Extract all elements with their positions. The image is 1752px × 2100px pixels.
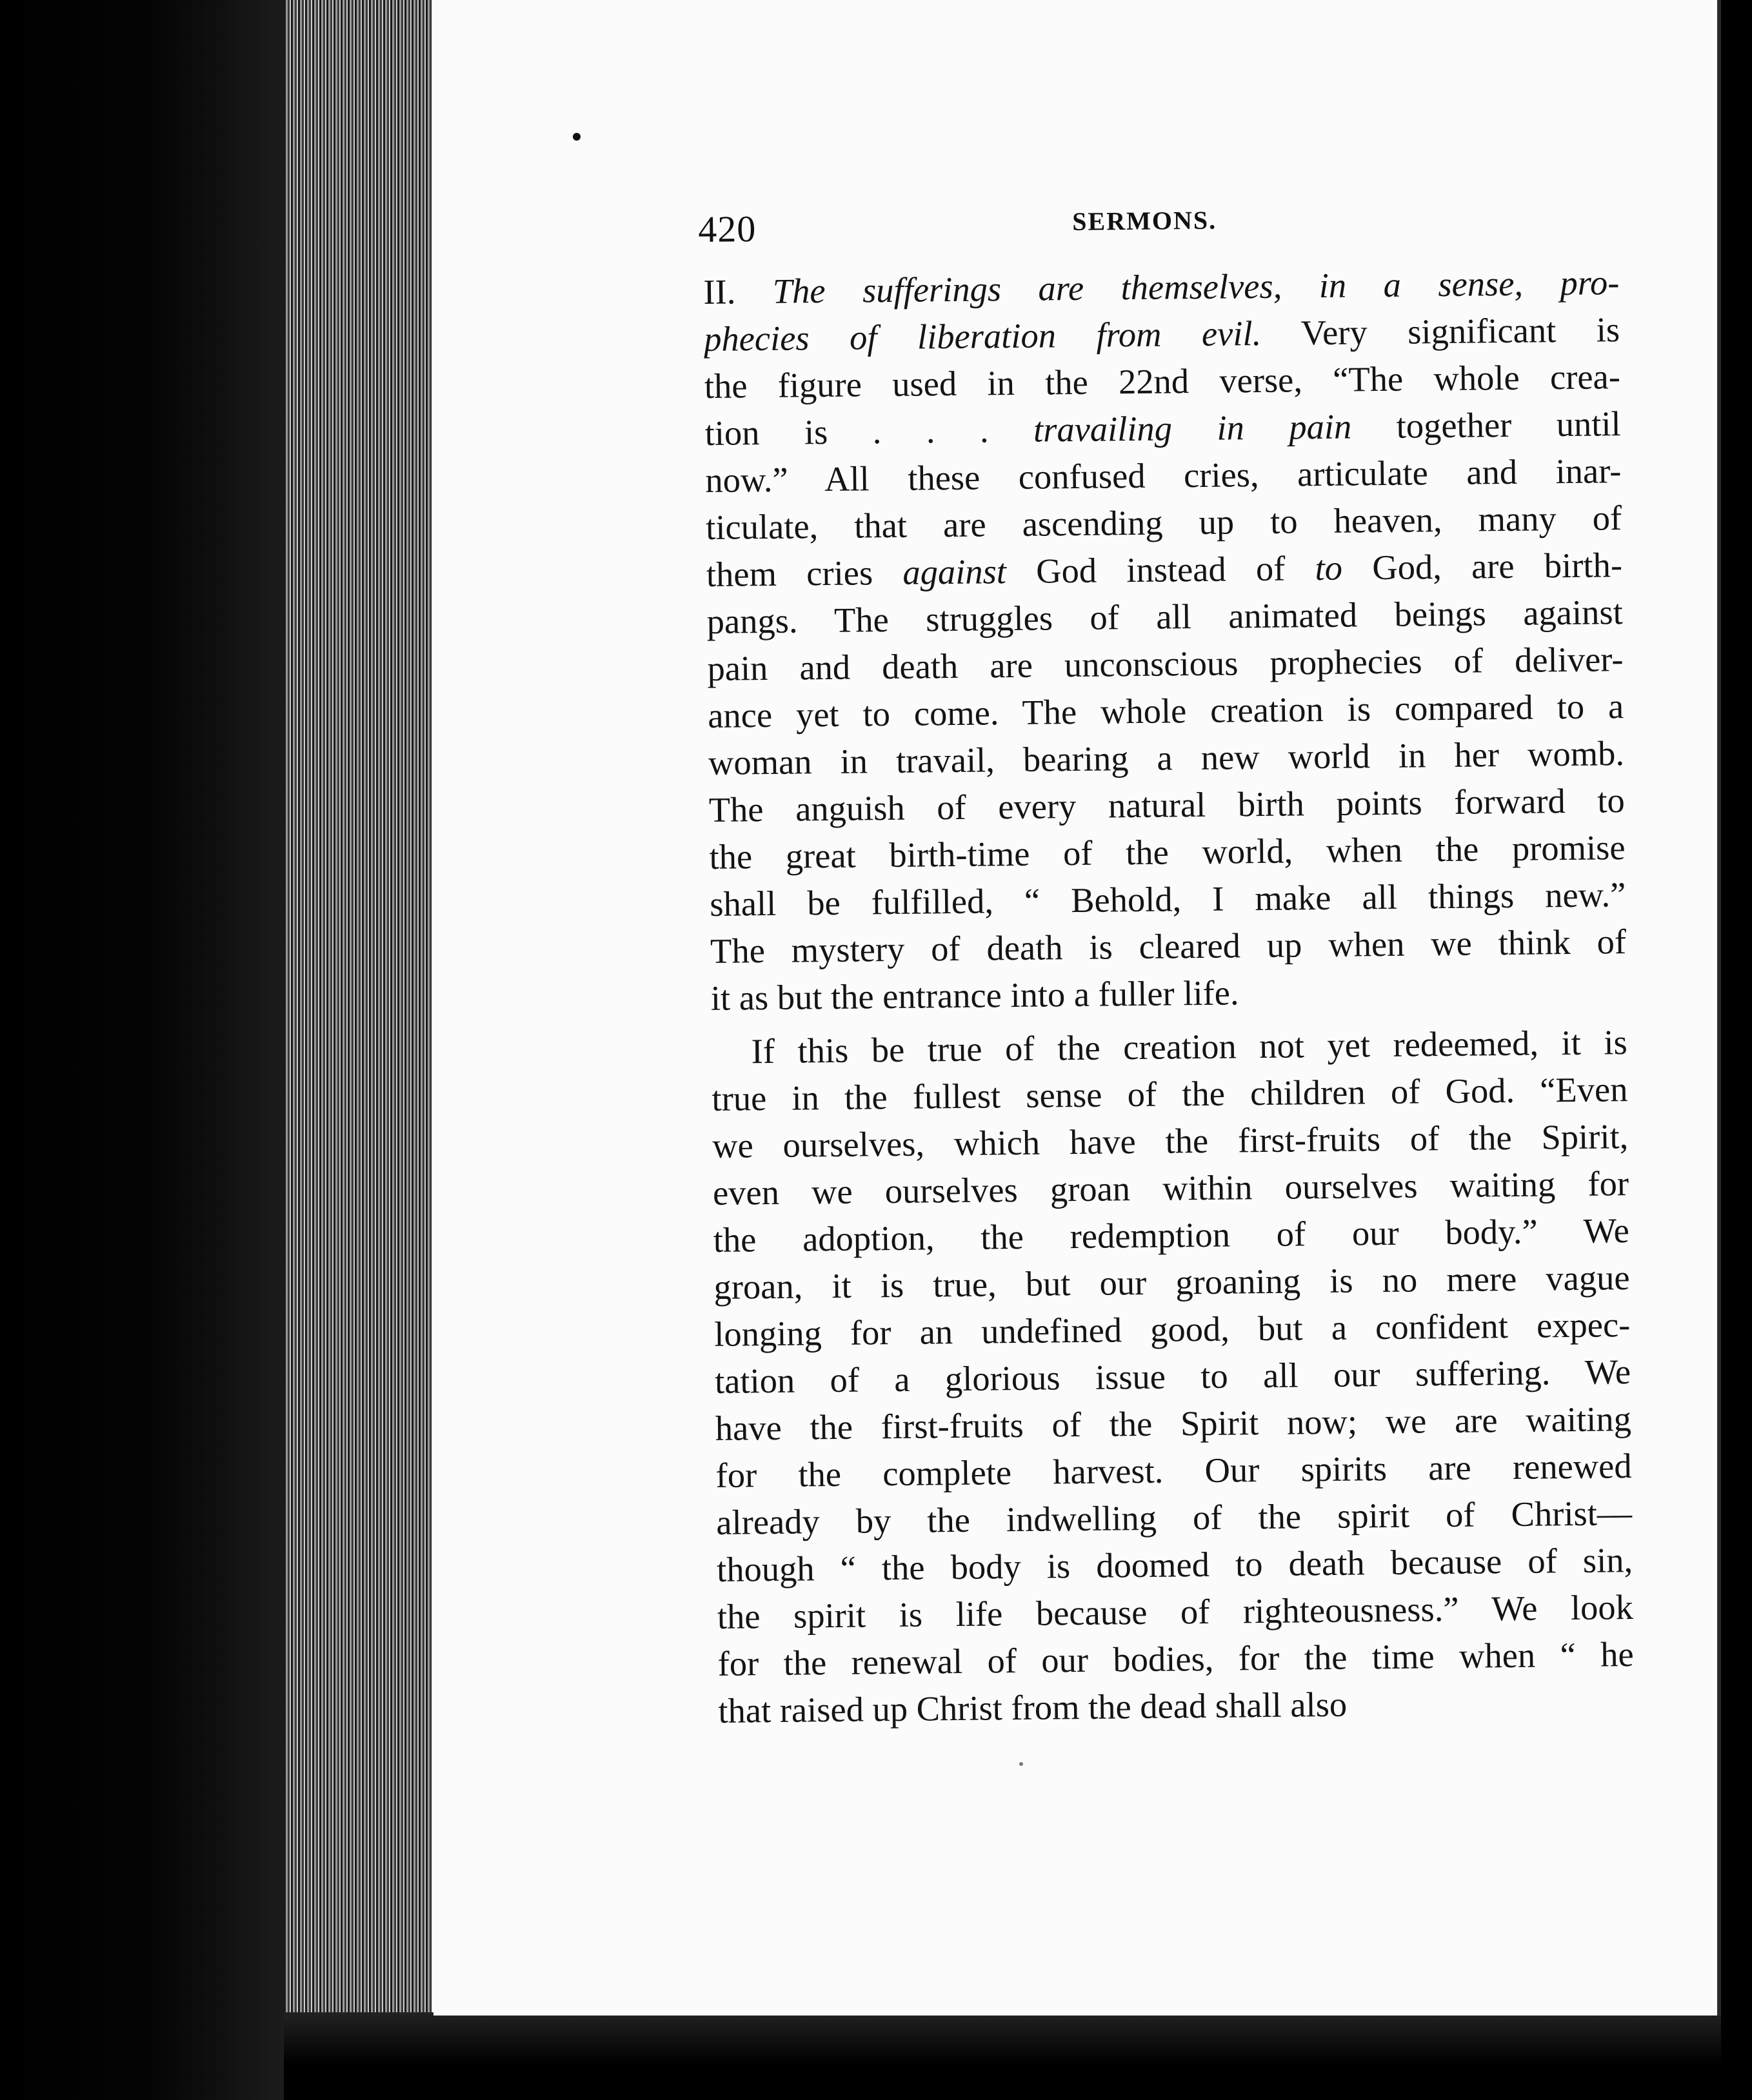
text-run: pangs. The struggles of all animated beings against <box>706 592 1623 641</box>
text-line <box>717 1630 1634 1687</box>
text-run: for the complete harvest. Our spirits are renewed <box>715 1446 1632 1495</box>
text-run: woman in travail, bearing a new world in her womb. <box>708 733 1625 782</box>
italic-text: travailing in pain <box>1033 406 1352 450</box>
text-line <box>718 1678 1635 1734</box>
text-run: God instead of <box>1006 548 1315 591</box>
text-run: already by the indwelling of the spirit of Christ— <box>716 1493 1633 1542</box>
ink-speck <box>1019 1762 1023 1766</box>
paragraph <box>711 1018 1634 1734</box>
text-run: the adoption, the redemption of our body.” We <box>713 1211 1630 1260</box>
text-run: for the renewal of our bodies, for the time when “ he <box>717 1634 1634 1683</box>
text-run: we ourselves, which have the first-fruits of the Spirit, <box>712 1116 1629 1165</box>
text-run: the great birth-time of the world, when the promise <box>709 827 1626 877</box>
text-line <box>710 918 1627 975</box>
book-bottom-edge <box>284 2012 1722 2100</box>
running-head <box>698 202 1228 253</box>
text-run: tation of a glorious issue to all our suffering. We <box>714 1352 1631 1401</box>
italic-text: The sufferings are themselves, in a sense, pro- <box>772 262 1620 311</box>
italic-text: against <box>902 551 1007 592</box>
italic-text: to <box>1315 548 1343 588</box>
text-run: groan, it is true, but our groaning is no mere vague <box>713 1258 1630 1307</box>
page-number: 420 <box>698 208 757 250</box>
text-run: God, are birth- <box>1342 545 1623 588</box>
text-run: together until <box>1351 404 1621 446</box>
text-run: the figure used in the 22nd verse, “The whole crea- <box>704 357 1621 406</box>
text-run: them cries <box>706 552 903 594</box>
text-run: longing for an undefined good, but a confident expec- <box>713 1305 1631 1354</box>
text-run: that raised up Christ from the dead shall also <box>718 1684 1348 1730</box>
text-run: Very significant is <box>1260 310 1620 353</box>
text-run: though “ the body is doomed to death because of sin, <box>716 1540 1633 1589</box>
text-run: now.” All these confused cries, articulate and inar- <box>705 451 1622 500</box>
ink-speck <box>573 133 581 141</box>
text-run: II. <box>703 271 773 312</box>
paragraph <box>703 259 1627 1022</box>
text-run: true in the fullest sense of the children of God. “Even <box>712 1069 1628 1118</box>
text-run: the spirit is life because of righteousness.” We look <box>717 1587 1634 1636</box>
text-run: have the first-fruits of the Spirit now; we are waiting <box>715 1399 1632 1448</box>
dark-right-border <box>1721 0 1752 2100</box>
text-run: pain and death are unconscious prophecies of deliver- <box>707 639 1624 688</box>
italic-text: phecies of liberation from evil. <box>703 313 1262 359</box>
text-run: The mystery of death is cleared up when we think of <box>710 922 1627 971</box>
running-title: SERMONS. <box>1072 205 1217 236</box>
text-run: shall be fulfilled, “ Behold, I make all things new.” <box>710 875 1626 924</box>
text-run: The anguish of every natural birth points forward to <box>708 780 1626 829</box>
body-text <box>703 259 1635 1734</box>
dark-scan-margin <box>0 0 284 2100</box>
text-run: it as but the entrance into a fuller life. <box>710 973 1239 1018</box>
text-run: even we ourselves groan within ourselves waiting for <box>712 1164 1629 1213</box>
text-run: ticulate, that are ascending up to heaven, many of <box>705 498 1622 547</box>
book-page-edges <box>284 0 432 2012</box>
text-run: If this be true of the creation not yet redeemed, it is <box>751 1022 1628 1071</box>
text-run: tion is . . . <box>704 410 1034 453</box>
text-run: ance yet to come. The whole creation is compared to a <box>707 686 1624 735</box>
